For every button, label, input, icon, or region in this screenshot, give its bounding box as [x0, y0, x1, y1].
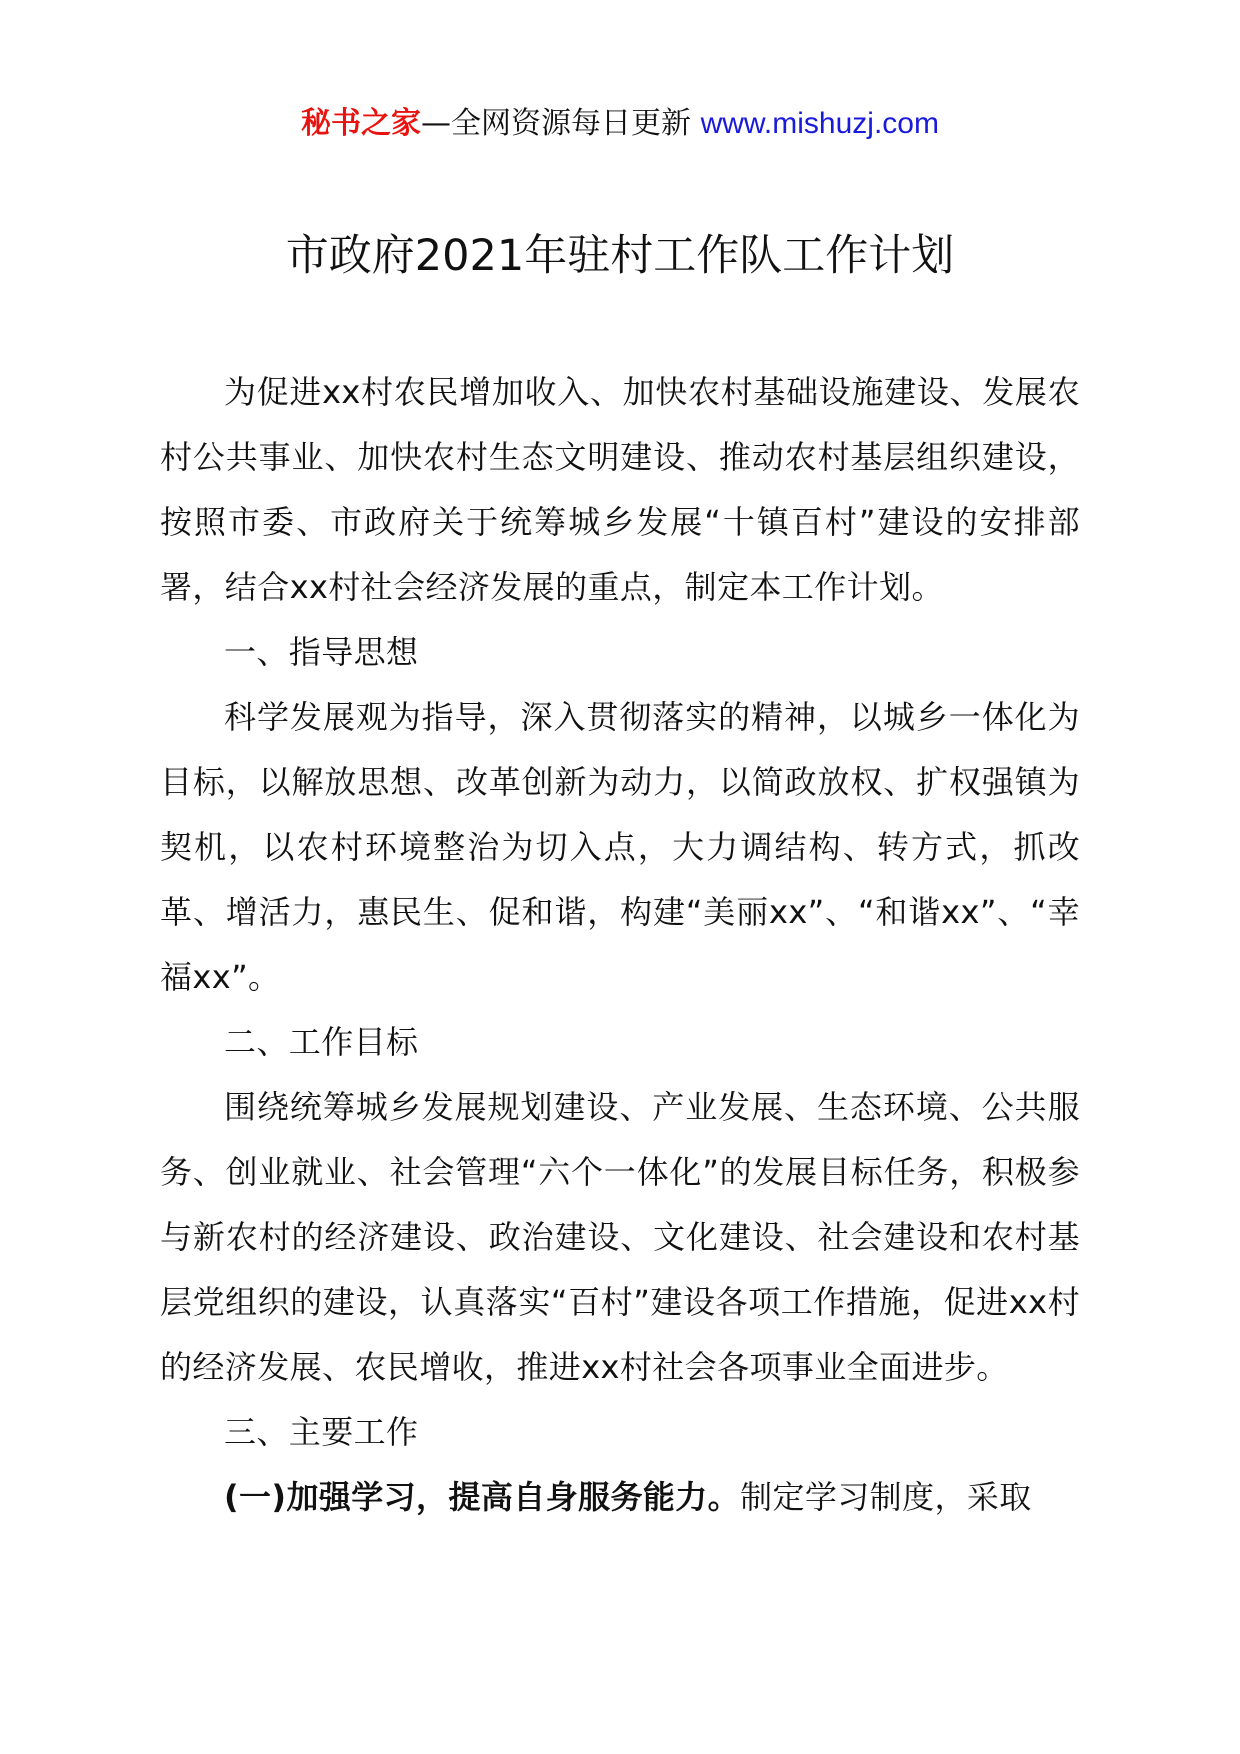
section-body-guiding-ideology: 科学发展观为指导，深入贯彻落实的精神，以城乡一体化为目标，以解放思想、改革创新为动力，以简政放权、扩权强镇为契机，以农村环境整治为切入点，大力调结构、转方式，抓改革、增活力，惠民生、促和谐，构建“美丽xx”、“和谐xx”、“幸福xx”。 [160, 698, 1080, 996]
section-body-work-goals: 围绕统筹城乡发展规划建设、产业发展、生态环境、公共服务、创业就业、社会管理“六个一体化”的发展目标任务，积极参与新农村的经济建设、政治建设、文化建设、社会建设和农村基层党组织的建设，认真落实“百村”建设各项工作措施，促进xx村的经济发展、农民增收，推进xx村社会各项事业全面进步。 [160, 1088, 1080, 1386]
section-heading-work-goals: 二、工作目标 [224, 1023, 419, 1061]
website-link[interactable]: www.mishuzj.com [700, 107, 939, 140]
item-body-text: 制定学习制度，采取 [740, 1478, 1032, 1516]
header-tagline: —全网资源每日更新 [421, 106, 701, 141]
document-title: 市政府2021年驻村工作队工作计划 [285, 231, 955, 281]
intro-paragraph: 为促进xx村农民增加收入、加快农村基础设施建设、发展农村公共事业、加快农村生态文明建设、推动农村基层组织建设，按照市委、市政府关于统筹城乡发展“十镇百村”建设的安排部署，结合xx村社会经济发展的重点，制定本工作计划。 [160, 373, 1080, 606]
document-body [160, 360, 1080, 1530]
item-lead-text: (一)加强学习，提高自身服务能力。 [224, 1478, 741, 1516]
section-heading-guiding-ideology: 一、指导思想 [224, 633, 419, 671]
brand-name: 秘书之家 [301, 106, 422, 141]
site-header [0, 102, 1240, 146]
list-item-strengthen-learning [160, 1465, 1080, 1530]
section-heading-main-work: 三、主要工作 [224, 1413, 419, 1451]
